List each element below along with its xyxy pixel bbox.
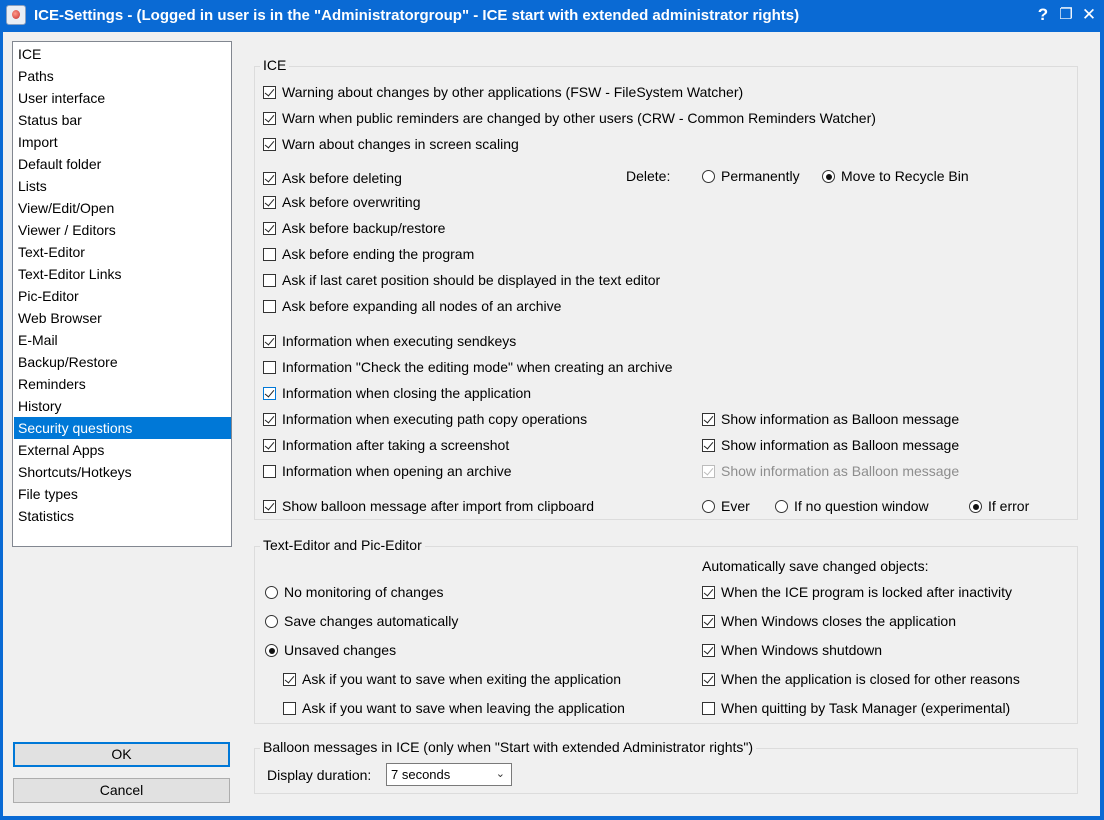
checkbox-checked-icon (263, 196, 276, 209)
duration-label: Display duration: (267, 767, 372, 783)
opt-ever-label: Ever (721, 498, 750, 514)
ask-caret-checkbox[interactable] (263, 271, 660, 291)
ask-exit-checkbox[interactable] (283, 670, 621, 690)
ask-leave-label: Ask if you want to save when leaving the application (302, 700, 625, 716)
checkbox-checked-icon (702, 615, 715, 628)
opt-if-error-label: If error (988, 498, 1030, 514)
auto-save-heading: Automatically save changed objects: (702, 558, 929, 574)
checkbox-checked-icon (263, 112, 276, 125)
nav-item-user-interface[interactable]: User interface (18, 90, 106, 106)
checkbox-checked-icon (702, 586, 715, 599)
checkbox-unchecked-icon (283, 702, 296, 715)
delete-recycle-radio[interactable] (822, 167, 969, 187)
checkbox-checked-icon (263, 439, 276, 452)
ask-expand-label: Ask before expanding all nodes of an archive (282, 298, 562, 314)
checkbox-checked-icon (702, 673, 715, 686)
no-monitoring-radio[interactable] (265, 583, 444, 603)
ask-expand-checkbox[interactable] (263, 297, 561, 317)
radio-unselected-icon (265, 615, 278, 628)
nav-item-statistics[interactable]: Statistics (18, 508, 75, 524)
nav-item-import[interactable]: Import (18, 134, 58, 150)
ask-overwrite-checkbox[interactable] (263, 193, 421, 213)
info-path-copy-label: Information when executing path copy operations (282, 411, 588, 427)
warn-fsw-label: Warning about changes by other applications (FSW - FileSystem Watcher) (282, 84, 744, 100)
checkbox-unchecked-icon (263, 248, 276, 261)
checkbox-checked-icon (263, 222, 276, 235)
info-open-archive-label: Information when opening an archive (282, 463, 512, 479)
nav-item-lists[interactable]: Lists (18, 178, 47, 194)
checkbox-checked-icon (263, 413, 276, 426)
app-icon (6, 5, 26, 25)
cancel-button[interactable]: Cancel (13, 778, 230, 803)
radio-unselected-icon (265, 586, 278, 599)
title-bar[interactable] (0, 0, 1104, 32)
nav-item-view-edit-open[interactable]: View/Edit/Open (18, 200, 115, 216)
checkbox-checked-icon (263, 86, 276, 99)
nav-item-security-questions[interactable]: Security questions (14, 417, 231, 439)
auto-win-closes-label: When Windows closes the application (721, 613, 957, 629)
help-button[interactable]: ? (1037, 5, 1049, 24)
save-auto-label: Save changes automatically (284, 613, 459, 629)
auto-win-shutdown-label: When Windows shutdown (721, 642, 883, 658)
nav-item-ice[interactable]: ICE (18, 46, 42, 62)
delete-recycle-label: Move to Recycle Bin (841, 168, 969, 184)
opt-if-error-radio[interactable] (969, 497, 1029, 517)
nav-item-pic-editor[interactable]: Pic-Editor (18, 288, 79, 304)
radio-selected-icon (265, 644, 278, 657)
ice-group-label: ICE (260, 57, 289, 73)
warn-crw-checkbox[interactable] (263, 109, 876, 129)
ok-button[interactable]: OK (13, 742, 230, 767)
balloon-group (254, 739, 1078, 794)
nav-item-status-bar[interactable]: Status bar (18, 112, 82, 128)
ask-overwrite-label: Ask before overwriting (282, 194, 421, 210)
unsaved-label: Unsaved changes (284, 642, 397, 658)
radio-selected-icon (969, 500, 982, 513)
warn-fsw-checkbox[interactable] (263, 83, 743, 103)
auto-win-closes-checkbox[interactable] (702, 612, 956, 632)
info-path-copy-checkbox[interactable] (263, 410, 587, 430)
info-closing-label: Information when closing the application (282, 385, 532, 401)
balloon-import-checkbox[interactable] (263, 497, 594, 517)
info-closing-checkbox[interactable] (263, 384, 531, 404)
delete-permanently-label: Permanently (721, 168, 800, 184)
balloon-screenshot-checkbox[interactable] (702, 436, 959, 456)
ask-backup-checkbox[interactable] (263, 219, 445, 239)
client-area (3, 32, 1100, 816)
balloon-open-archive-label: Show information as Balloon message (721, 463, 960, 479)
checkbox-checked-icon (702, 439, 715, 452)
security-questions-panel (240, 40, 1093, 808)
checkbox-unchecked-icon (263, 274, 276, 287)
nav-item-email[interactable]: E-Mail (18, 332, 58, 348)
nav-item-web-browser[interactable]: Web Browser (18, 310, 102, 326)
ask-delete-label: Ask before deleting (282, 170, 402, 186)
checkbox-checked-icon (263, 172, 276, 185)
ask-backup-label: Ask before backup/restore (282, 220, 446, 236)
nav-item-history[interactable]: History (18, 398, 62, 414)
unsaved-radio[interactable] (265, 641, 396, 661)
balloon-group-label: Balloon messages in ICE (only when "Start with extended Administrator rights") (260, 739, 756, 755)
balloon-open-archive-checkbox (702, 462, 959, 482)
info-open-archive-checkbox[interactable] (263, 462, 512, 482)
info-editing-mode-checkbox[interactable] (263, 358, 673, 378)
auto-other-label: When the application is closed for other reasons (721, 671, 1020, 687)
ask-leave-checkbox[interactable] (283, 699, 625, 719)
nav-item-viewer-editors[interactable]: Viewer / Editors (18, 222, 116, 238)
close-button[interactable]: ✕ (1081, 5, 1097, 24)
warn-scaling-checkbox[interactable] (263, 135, 519, 155)
checkbox-checked-icon (263, 138, 276, 151)
ask-ending-checkbox[interactable] (263, 245, 474, 265)
radio-unselected-icon (702, 500, 715, 513)
duration-value: 7 seconds (391, 767, 451, 782)
info-sendkeys-label: Information when executing sendkeys (282, 333, 517, 349)
checkbox-unchecked-icon (263, 300, 276, 313)
auto-task-manager-checkbox[interactable] (702, 699, 1010, 719)
opt-no-question-label: If no question window (794, 498, 929, 514)
balloon-path-copy-label: Show information as Balloon message (721, 411, 960, 427)
radio-selected-icon (822, 170, 835, 183)
nav-item-reminders[interactable]: Reminders (18, 376, 86, 392)
nav-item-default-folder[interactable]: Default folder (18, 156, 102, 172)
chevron-down-icon: ⌄ (495, 768, 505, 780)
info-editing-mode-label: Information "Check the editing mode" when creating an archive (282, 359, 673, 375)
checkbox-checked-disabled-icon (702, 465, 715, 478)
info-sendkeys-checkbox[interactable] (263, 332, 516, 352)
info-screenshot-checkbox[interactable] (263, 436, 509, 456)
checkbox-unchecked-icon (263, 361, 276, 374)
info-screenshot-label: Information after taking a screenshot (282, 437, 510, 453)
ask-delete-checkbox[interactable] (263, 169, 402, 189)
window-title: ICE-Settings - (Logged in user is in the "Administratorgroup" - ICE start with extended administrator rights) (34, 7, 800, 24)
nav-item-text-editor-links[interactable]: Text-Editor Links (18, 266, 122, 282)
balloon-import-label: Show balloon message after import from clipboard (282, 498, 595, 514)
auto-other-checkbox[interactable] (702, 670, 1020, 690)
no-monitoring-label: No monitoring of changes (284, 584, 444, 600)
restore-button[interactable]: ❐ (1059, 6, 1073, 23)
checkbox-checked-icon (283, 673, 296, 686)
checkbox-checked-icon (702, 644, 715, 657)
nav-item-external-apps[interactable]: External Apps (18, 442, 105, 458)
warn-scaling-label: Warn about changes in screen scaling (282, 136, 519, 152)
checkbox-checked-icon (263, 387, 276, 400)
delete-label: Delete: (626, 168, 671, 184)
nav-item-backup-restore[interactable]: Backup/Restore (18, 354, 118, 370)
warn-crw-label: Warn when public reminders are changed by other users (CRW - Common Reminders Watcher) (282, 110, 876, 126)
editor-group-label: Text-Editor and Pic-Editor (260, 537, 425, 553)
editor-group (254, 537, 1078, 724)
radio-unselected-icon (775, 500, 788, 513)
save-auto-radio[interactable] (265, 612, 458, 632)
ice-group (254, 57, 1078, 520)
checkbox-unchecked-icon (702, 702, 715, 715)
checkbox-checked-icon (702, 413, 715, 426)
balloon-screenshot-label: Show information as Balloon message (721, 437, 960, 453)
opt-ever-radio[interactable] (702, 497, 750, 517)
nav-item-shortcuts-hotkeys[interactable]: Shortcuts/Hotkeys (18, 464, 132, 480)
ask-caret-label: Ask if last caret position should be displayed in the text editor (282, 272, 661, 288)
nav-item-file-types[interactable]: File types (18, 486, 78, 502)
settings-category-list[interactable] (12, 41, 232, 547)
radio-unselected-icon (702, 170, 715, 183)
auto-locked-checkbox[interactable] (702, 583, 1012, 603)
ask-exit-label: Ask if you want to save when exiting the application (302, 671, 622, 687)
nav-item-paths[interactable]: Paths (18, 68, 54, 84)
checkbox-checked-icon (263, 500, 276, 513)
auto-locked-label: When the ICE program is locked after inactivity (721, 584, 1013, 600)
nav-item-text-editor[interactable]: Text-Editor (18, 244, 85, 260)
checkbox-unchecked-icon (263, 465, 276, 478)
ask-ending-label: Ask before ending the program (282, 246, 475, 262)
checkbox-checked-icon (263, 335, 276, 348)
balloon-path-copy-checkbox[interactable] (702, 410, 959, 430)
auto-task-manager-label: When quitting by Task Manager (experimental) (721, 700, 1011, 716)
auto-win-shutdown-checkbox[interactable] (702, 641, 882, 661)
duration-select[interactable] (386, 763, 512, 786)
opt-no-question-radio[interactable] (775, 497, 929, 517)
delete-permanently-radio[interactable] (702, 167, 800, 187)
